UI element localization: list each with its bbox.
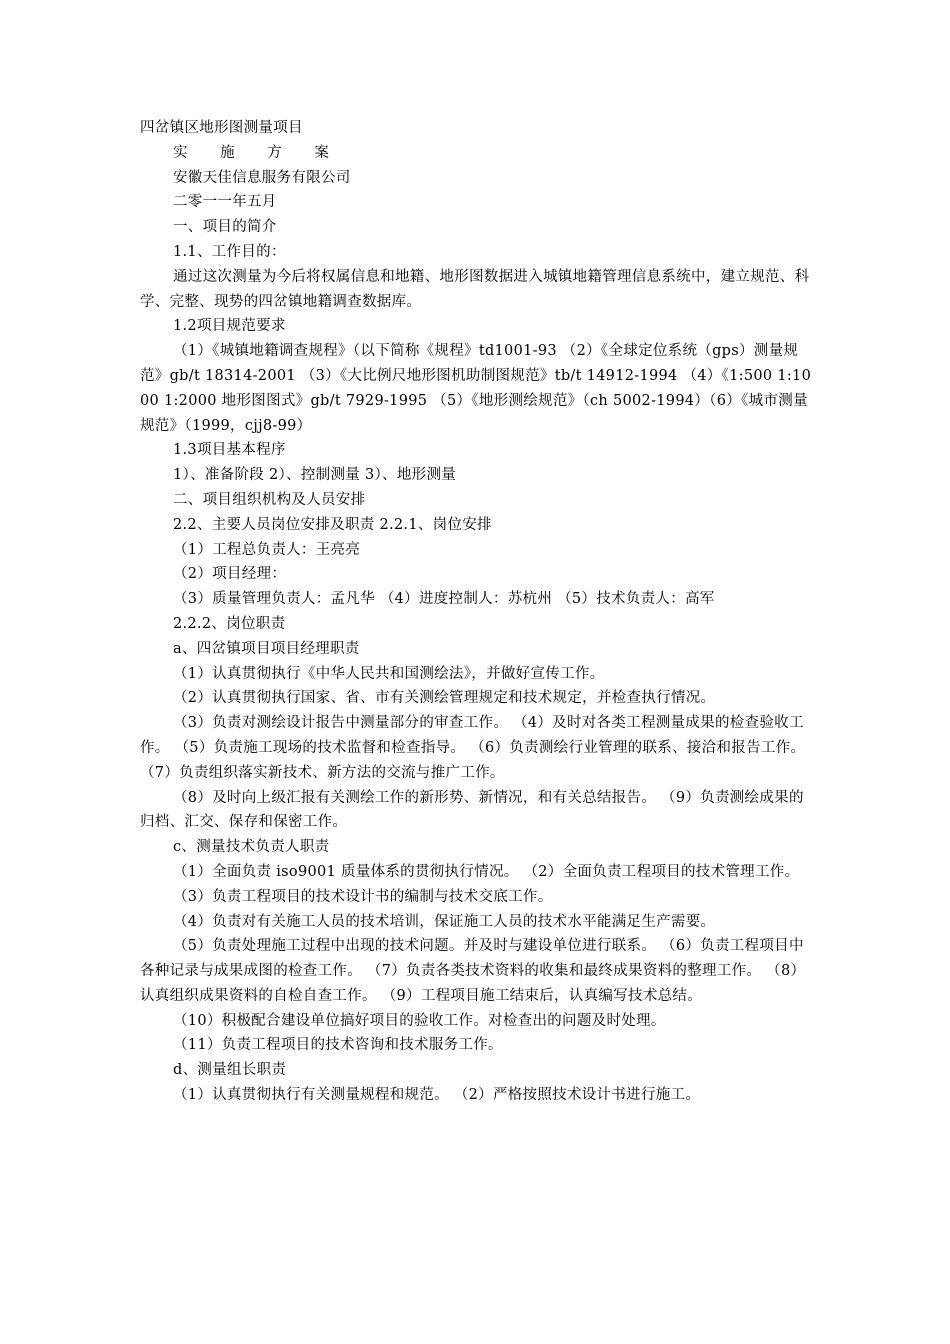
heading-procedure: 1.3项目基本程序: [173, 442, 286, 459]
heading-organization: 二、项目组织机构及人员安排: [173, 491, 366, 508]
heading-work-purpose: 1.1、工作目的：: [173, 243, 286, 260]
paragraph-work-purpose: 通过这次测量为今后将权属信息和地籍、地形图数据进入城镇地籍管理信息系统中，建立规范、科学、完整、现势的四岔镇地籍调查数据库。: [140, 268, 810, 310]
staff-project-manager: （2）项目经理：: [173, 566, 287, 583]
company-name: 安徽天佳信息服务有限公司: [173, 169, 351, 186]
tech-duty-1-2: （1）全面负责 iso9001 质量体系的贯彻执行情况。 （2）全面负责工程项目的技术管理工作。: [173, 863, 800, 880]
tech-duty-11: （11）负责工程项目的技术咨询和技术服务工作。: [173, 1037, 503, 1054]
document-date: 二零一一年五月: [173, 194, 277, 211]
staff-other-roles: （3）质量管理负责人：孟凡华 （4）进度控制人：苏杭州 （5）技术负责人：高军: [173, 591, 715, 608]
document-body: [140, 116, 812, 1108]
heading-team-leader-duties: d、测量组长职责: [173, 1062, 287, 1079]
tech-duty-10: （10）积极配合建设单位搞好项目的验收工作。对检查出的问题及时处理。: [173, 1012, 666, 1029]
manager-duty-1: （1）认真贯彻执行《中华人民共和国测绘法》，并做好宣传工作。: [173, 665, 605, 682]
subtitle-text: 实 施 方 案: [173, 144, 343, 161]
manager-duty-8-9: （8）及时向上级汇报有关测绘工作的新形势、新情况，和有关总结报告。 （9）负责测绘成果的归档、汇交、保存和保密工作。: [140, 789, 804, 831]
tech-duty-3: （3）负责工程项目的技术设计书的编制与技术交底工作。: [173, 888, 553, 905]
team-leader-duty-1-2: （1）认真贯彻执行有关测量规程和规范。 （2）严格按照技术设计书进行施工。: [173, 1087, 701, 1104]
heading-manager-duties: a、四岔镇项目项目经理职责: [173, 640, 360, 657]
document-subtitle: [140, 141, 812, 166]
paragraph-procedure: 1）、准备阶段 2）、控制测量 3）、地形测量: [173, 467, 457, 484]
manager-duty-2: （2）认真贯彻执行国家、省、市有关测绘管理规定和技术规定，并检查执行情况。: [173, 690, 716, 707]
tech-duty-5-9: （5）负责处理施工过程中出现的技术问题。并及时与建设单位进行联系。 （6）负责工程项目中各种记录与成果成图的检查工作。 （7）负责各类技术资料的收集和最终成果资料的整理工作。 （8）认真组织成果资料的自检自查工作。 （9）工程项目施工结束后，认真编写技术总结。: [140, 938, 806, 1004]
heading-standards: 1.2项目规范要求: [173, 318, 286, 335]
document-title: 四岔镇区地形图测量项目: [140, 120, 303, 136]
heading-duties: 2.2.2、岗位职责: [173, 615, 286, 632]
heading-tech-lead-duties: c、测量技术负责人职责: [173, 839, 330, 856]
heading-project-intro: 一、项目的简介: [173, 219, 277, 236]
staff-general-manager: （1）工程总负责人：王亮亮: [173, 541, 361, 558]
tech-duty-4: （4）负责对有关施工人员的技术培训，保证施工人员的技术水平能满足生产需要。: [173, 913, 716, 930]
paragraph-standards: （1）《城镇地籍调查规程》（以下简称《规程》td1001-93 （2）《全球定位系统（gps）测量规范》gb/t 18314-2001 （3）《大比例尺地形图机助制图规范》tb/t 14912-1994 （4）《1:500 1:1000 1:2000 地形图图式》gb/t 7929-1995 （5）《地形测绘规范》（ch 5002-1994）（6）《城市测量规范》（1999，cjj8-99）: [140, 343, 812, 434]
manager-duty-3-7: （3）负责对测绘设计报告中测量部分的审查工作。 （4）及时对各类工程测量成果的检查验收工作。 （5）负责施工现场的技术监督和检查指导。 （6）负责测绘行业管理的联系、接洽和报告工作。 （7）负责组织落实新技术、新方法的交流与推广工作。: [140, 715, 806, 781]
heading-staff-arrangement: 2.2、主要人员岗位安排及职责 2.2.1、岗位安排: [173, 516, 492, 533]
